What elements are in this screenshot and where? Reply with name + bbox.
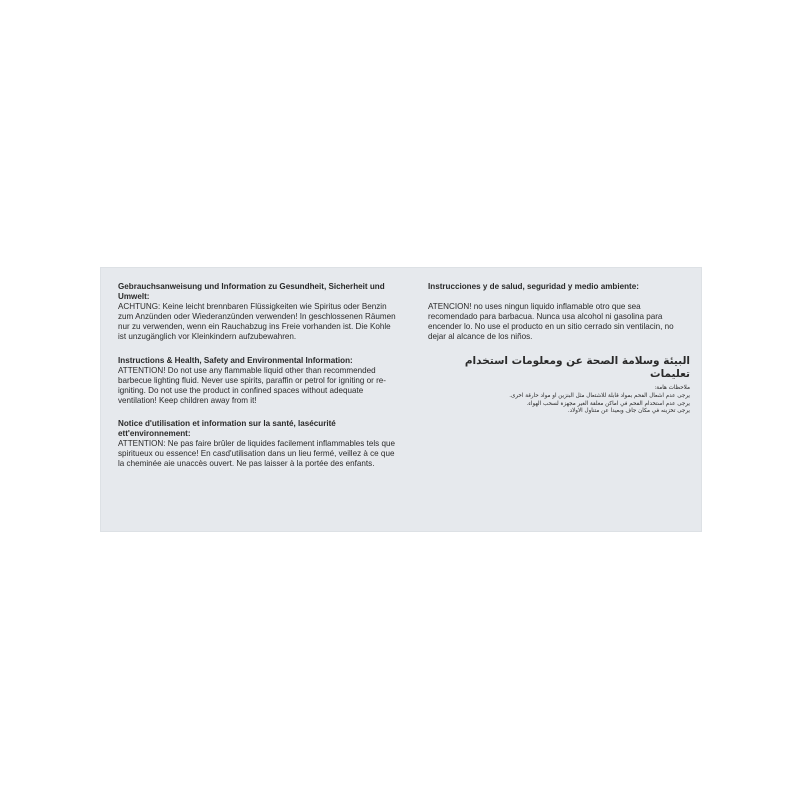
english-body: ATTENTION! Do not use any flammable liquid other than recommended barbecue lighting fluid. Never use spirits, paraffin or petrol for igniting or re-igniting. Do not use the product in confined spaces without adequate ventilation! Keep children away from it! [118,365,386,405]
french-heading: Notice d'utilisation et information sur la santé, lasécurité ett'environnement: [118,419,336,439]
arabic-section [428,355,690,415]
right-column [428,282,690,416]
spanish-body: ATENCION! no uses ningun liquido inflamable otro que sea recomendado para barbacua. Nunca usa alcohol ni gasolina para encender lo. No use el producto en un sitio cerrado sin ventilacin, no dejar al alcance de los niños. [428,302,674,342]
arabic-line: يرجى عدم اشعال الفحم بمواد قابلة للاشتعال مثل البنزين او مواد حارقة اخرى. [509,393,690,400]
english-heading: Instructions & Health, Safety and Environmental Information: [118,355,353,365]
french-section [118,419,400,469]
english-section [118,356,400,406]
arabic-line: يرجى عدم استخدام الفحم في اماكن مغلقة الغير مجهزة لسحب الهواء. [526,400,690,407]
french-body: ATTENTION: Ne pas faire brûler de liquides facilement inflammables tels que spiritueux ou essence! En casd'utilisation dans un lieu fermé, veillez à ce que la cheminée aie unaccès ouvert. Ne pas laisser à la portée des enfants. [118,439,395,469]
instruction-label [101,268,701,531]
left-column [118,282,400,483]
german-section [118,282,400,343]
spanish-section [428,282,690,342]
arabic-subtitle: ملاحظات هامة: [654,385,690,392]
german-heading: Gebrauchsanweisung und Information zu Gesundheit, Sicherheit und Umwelt: [118,282,385,302]
arabic-line: يرجى تخزينه في مكان جاف وبعيدا عن متناول الاولاد. [567,408,690,415]
arabic-title: البيئة وسلامة الصحة عن ومعلومات استخدام تعليمات [464,355,690,381]
german-body: ACHTUNG: Keine leicht brennbaren Flüssigkeiten wie Spiritus oder Benzin zum Anzünden oder Wiederanzünden verwenden! In geschlossenen Räumen nur zu verwenden, wenn ein Rauchabzug ins Freie vorhanden ist. Die Kohle ist unzugänglich vor Kleinkindern aufzubewahren. [118,302,396,342]
spanish-heading: Instrucciones y de salud, seguridad y medio ambiente: [428,282,639,291]
